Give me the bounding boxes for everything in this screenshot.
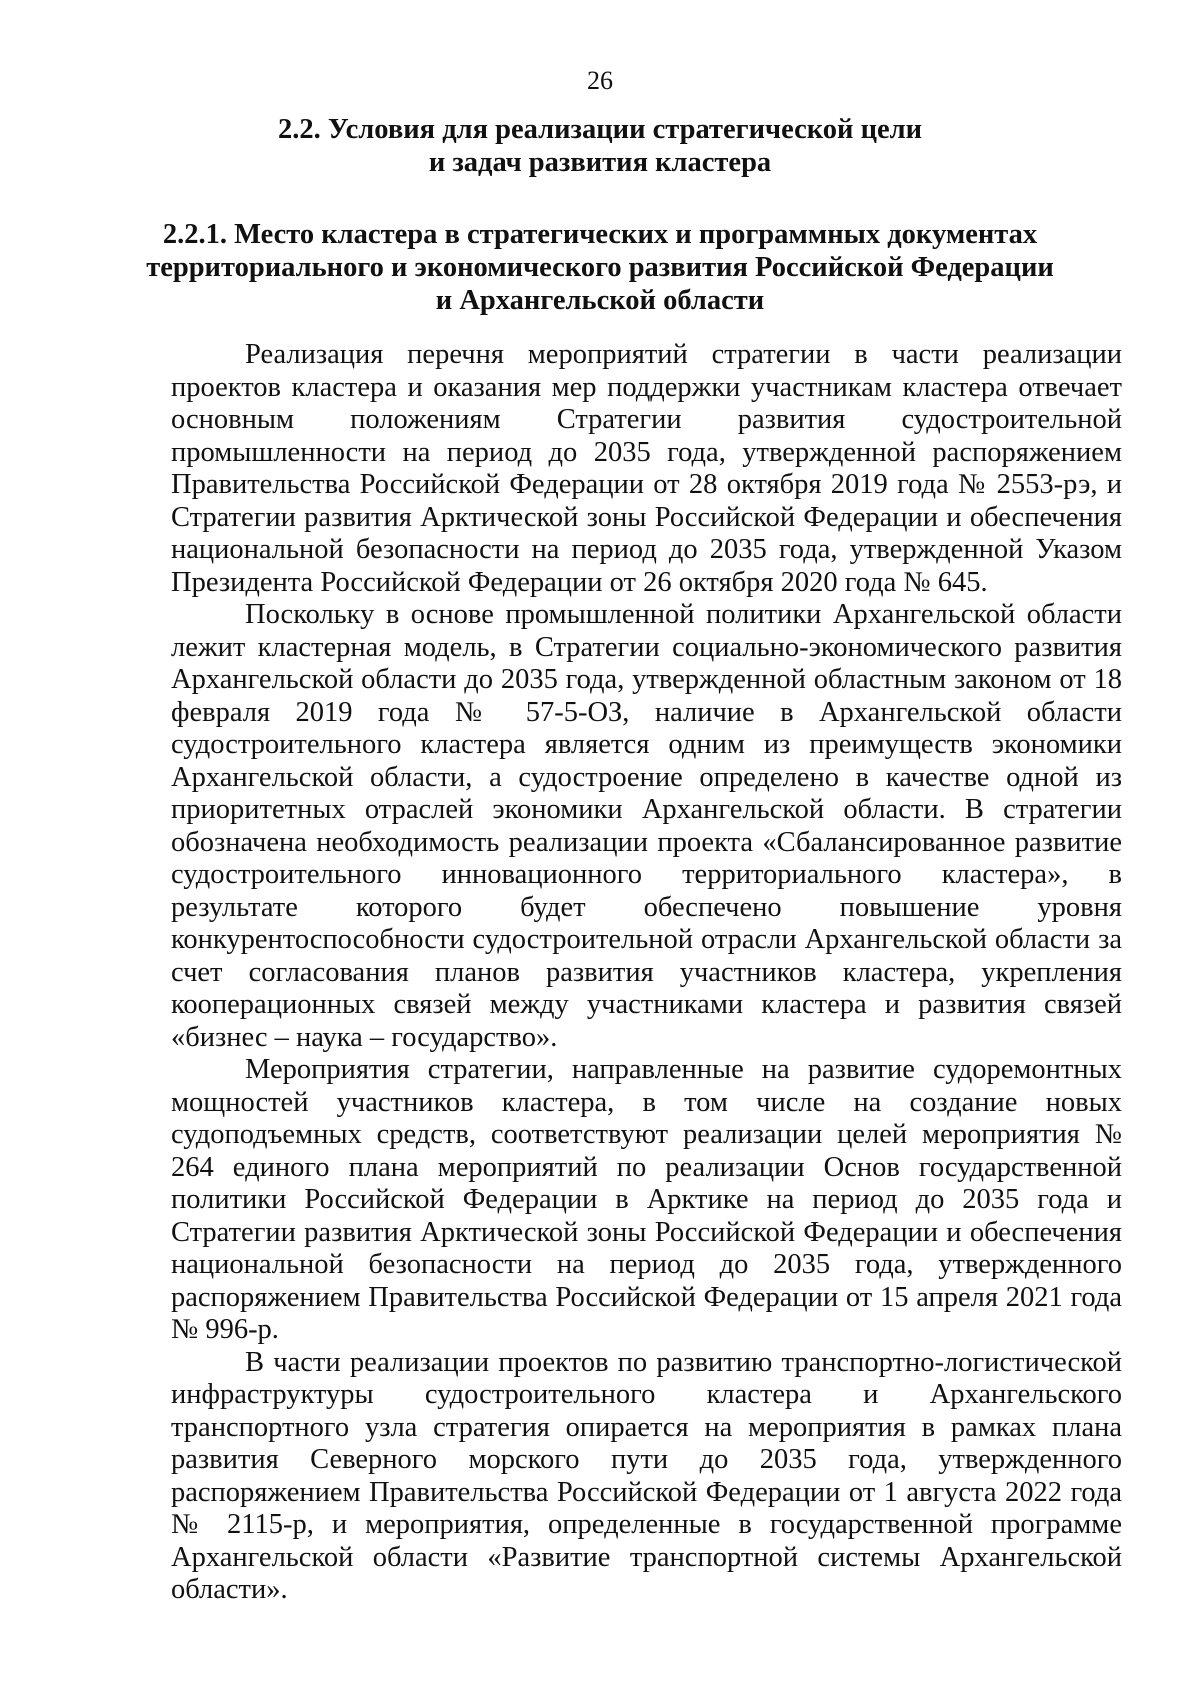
section-heading-line: и задач развития кластера xyxy=(428,147,772,178)
subsection-heading xyxy=(0,218,1200,317)
subsection-heading-line: территориального и экономического развития Российской Федерации xyxy=(146,252,1054,283)
paragraph: Мероприятия стратегии, направленные на развитие судоремонтных мощностей участников кластера, в том числе на создание новых судоподъемных средств, соответствуют реализации целей мероприятия № 264 единого плана мероприятий по реализации Основ государственной политики Российской Федерации в Арктике на период до 2035 года и Стратегии развития Арктической зоны Российской Федерации и обеспечения национальной безопасности на период до 2035 года, утвержденного распоряжением Правительства Российской Федерации от 15 апреля 2021 года № 996-р. xyxy=(171,1054,1122,1345)
page-number: 26 xyxy=(587,66,613,95)
paragraph: В части реализации проектов по развитию транспортно-логистической инфраструктуры судостроительного кластера и Архангельского транспортного узла стратегия опирается на мероприятия в рамках плана развития Северного морского пути до 2035 года, утвержденного распоряжением Правительства Российской Федерации от 1 августа 2022 года № 2115-р, и мероприятия, определенные в государственной программе Архангельской области «Развитие транспортной системы Архангельской области». xyxy=(171,1346,1122,1605)
subsection-heading-line: и Архангельской области xyxy=(435,285,765,316)
section-heading xyxy=(0,113,1200,179)
body-text xyxy=(171,339,1122,1607)
subsection-heading-line: 2.2.1. Место кластера в стратегических и программных документах xyxy=(162,219,1038,250)
section-heading-line: 2.2. Условия для реализации стратегической цели xyxy=(277,114,923,145)
paragraph: Реализация перечня мероприятий стратегии в части реализации проектов кластера и оказания мер поддержки участникам кластера отвечает основным положениям Стратегии развития судостроительной промышленности на период до 2035 года, утвержденной распоряжением Правительства Российской Федерации от 28 октября 2019 года № 2553-рэ, и Стратегии развития Арктической зоны Российской Федерации и обеспечения национальной безопасности на период до 2035 года, утвержденной Указом Президента Российской Федерации от 26 октября 2020 года № 645. xyxy=(171,339,1122,598)
paragraph: Поскольку в основе промышленной политики Архангельской области лежит кластерная модель, в Стратегии социально-экономического развития Архангельской области до 2035 года, утвержденной областным законом от 18 февраля 2019 года № 57-5-ОЗ, наличие в Архангельской области судостроительного кластера является одним из преимуществ экономики Архангельской области, а судостроение определено в качестве одной из приоритетных отраслей экономики Архангельской области. В стратегии обозначена необходимость реализации проекта «Сбалансированное развитие судостроительного инновационного территориального кластера», в результате которого будет обеспечено повышение уровня конкурентоспособности судостроительной отрасли Архангельской области за счет согласования планов развития участников кластера, укрепления кооперационных связей между участниками кластера и развития связей «бизнес – наука – государство». xyxy=(171,599,1122,1053)
